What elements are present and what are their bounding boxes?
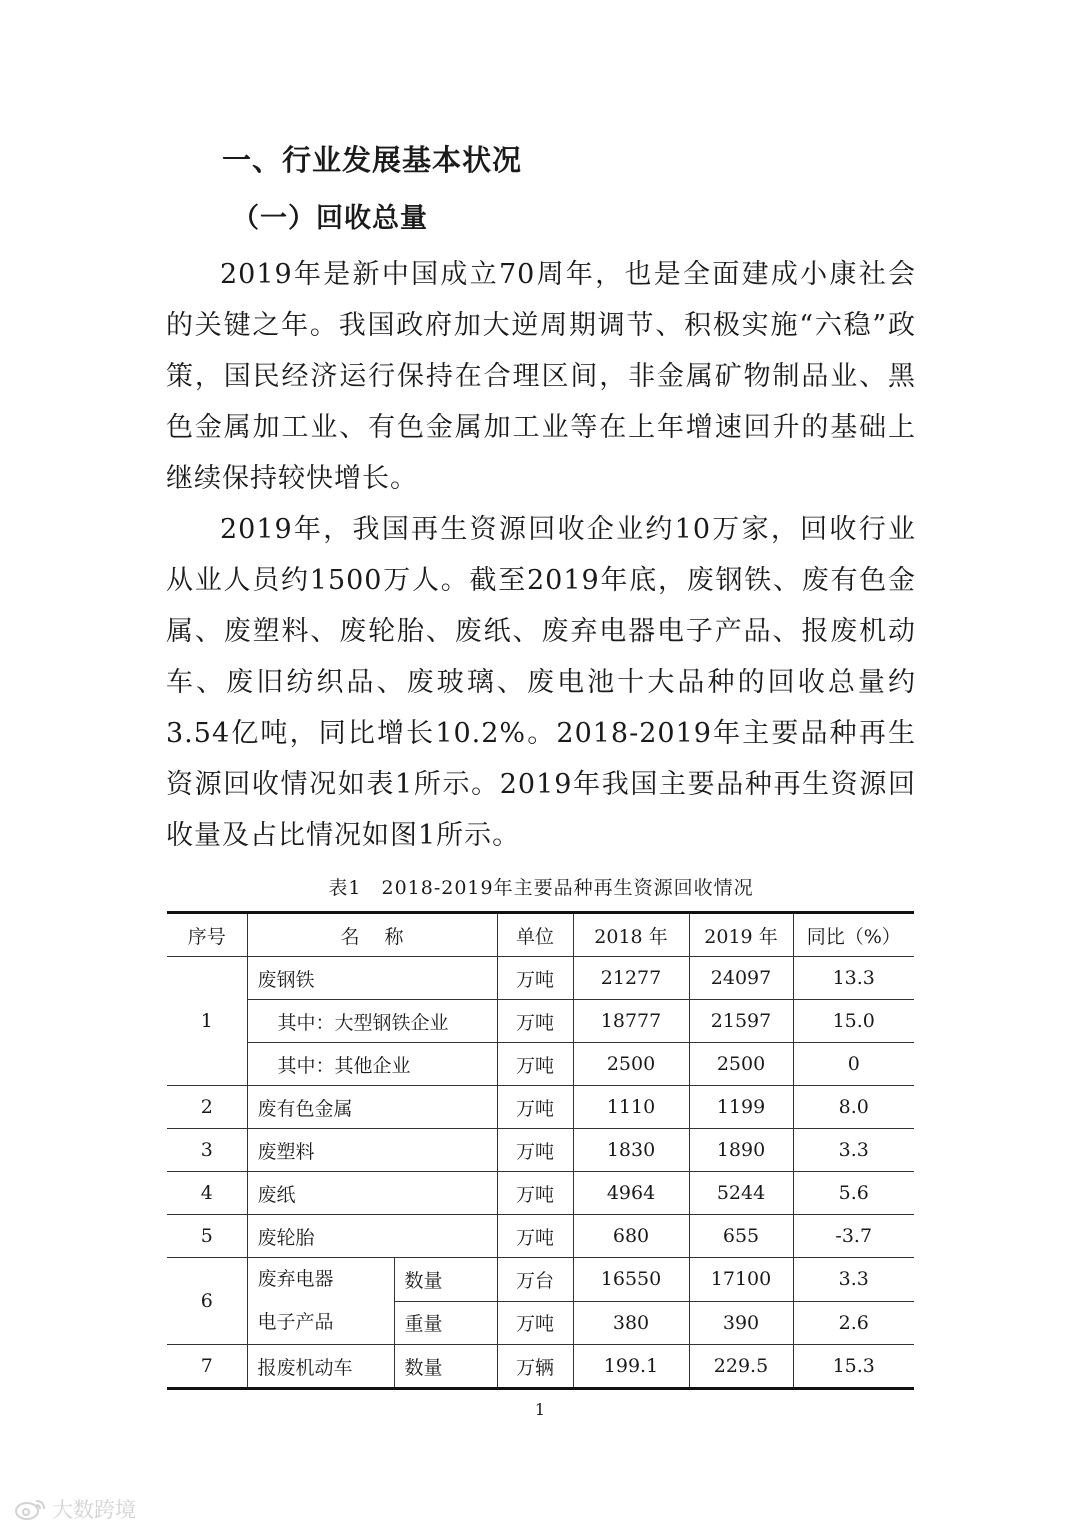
cell-2018: 18777 [573, 1000, 689, 1043]
cell-name: 废有色金属 [247, 1086, 497, 1129]
recycling-table [167, 911, 914, 1390]
cell-unit: 万台 [497, 1258, 573, 1302]
cell-2019: 229.5 [689, 1345, 793, 1389]
cell-unit: 万吨 [497, 1000, 573, 1043]
cell-2019: 21597 [689, 1000, 793, 1043]
table-row [167, 957, 914, 1000]
cell-2019: 1890 [689, 1129, 793, 1172]
cell-seq: 6 [167, 1258, 247, 1345]
section-heading: 一、行业发展基本状况 [222, 143, 523, 177]
cell-measure: 数量 [394, 1258, 497, 1302]
cell-yoy: -3.7 [793, 1215, 914, 1258]
cell-yoy: 8.0 [793, 1086, 914, 1129]
cell-name: 废纸 [247, 1172, 497, 1215]
cell-unit: 万吨 [497, 1086, 573, 1129]
cell-2018: 21277 [573, 957, 689, 1000]
weibo-logo-icon [14, 1497, 48, 1521]
cell-unit: 万辆 [497, 1345, 573, 1389]
cell-2019: 17100 [689, 1258, 793, 1302]
paragraph-1: 2019年是新中国成立70周年，也是全面建成小康社会的关键之年。我国政府加大逆周期调节、积极实施“六稳”政策，国民经济运行保持在合理区间，非金属矿物制品业、黑色金属加工业、有色金属加工业等在上年增速回升的基础上继续保持较快增长。 [166, 259, 916, 494]
cell-yoy: 3.3 [793, 1129, 914, 1172]
cell-2019: 1199 [689, 1086, 793, 1129]
header-yoy: 同比（%） [793, 913, 914, 957]
cell-name: 其中：大型钢铁企业 [247, 1000, 497, 1043]
cell-yoy: 5.6 [793, 1172, 914, 1215]
cell-yoy: 3.3 [793, 1258, 914, 1302]
cell-2018: 199.1 [573, 1345, 689, 1389]
page-number: 1 [534, 1400, 546, 1419]
paragraph-2: 2019年，我国再生资源回收企业约10万家，回收行业从业人员约1500万人。截至2019年底，废钢铁、废有色金属、废塑料、废轮胎、废纸、废弃电器电子产品、报废机动车、废旧纺织品、废玻璃、废电池十大品种的回收总量约3.54亿吨，同比增长10.2%。2018-2019年主要品种再生资源回收情况如表1所示。2019年我国主要品种再生资源回收量及占比情况如图1所示。 [166, 514, 916, 851]
table-caption: 表1 2018-2019年主要品种再生资源回收情况 [328, 877, 754, 899]
cell-yoy: 2.6 [793, 1301, 914, 1345]
cell-2018: 1110 [573, 1086, 689, 1129]
cell-yoy: 0 [793, 1043, 914, 1086]
cell-name: 报废机动车 [247, 1345, 394, 1389]
cell-2018: 16550 [573, 1258, 689, 1302]
table-row [167, 1258, 914, 1302]
watermark [14, 1494, 136, 1524]
cell-measure: 数量 [394, 1345, 497, 1389]
table-row [167, 1172, 914, 1215]
cell-unit: 万吨 [497, 1172, 573, 1215]
cell-2019: 24097 [689, 957, 793, 1000]
table-row [167, 1086, 914, 1129]
cell-name-line2: 电子产品 [257, 1311, 334, 1333]
cell-seq: 1 [167, 957, 247, 1086]
table-row [167, 1345, 914, 1389]
cell-unit: 万吨 [497, 957, 573, 1000]
cell-unit: 万吨 [497, 1301, 573, 1345]
cell-2019: 5244 [689, 1172, 793, 1215]
header-seq: 序号 [167, 913, 247, 957]
cell-2018: 4964 [573, 1172, 689, 1215]
cell-2019: 2500 [689, 1043, 793, 1086]
cell-name [247, 1258, 394, 1345]
table-row [167, 1215, 914, 1258]
cell-unit: 万吨 [497, 1043, 573, 1086]
header-2019: 2019 年 [689, 913, 793, 957]
cell-2018: 1830 [573, 1129, 689, 1172]
cell-yoy: 15.0 [793, 1000, 914, 1043]
table-header-row [167, 913, 914, 957]
cell-2018: 680 [573, 1215, 689, 1258]
cell-2018: 380 [573, 1301, 689, 1345]
cell-seq: 2 [167, 1086, 247, 1129]
cell-seq: 5 [167, 1215, 247, 1258]
header-2018: 2018 年 [573, 913, 689, 957]
table-row [167, 1043, 914, 1086]
cell-measure: 重量 [394, 1301, 497, 1345]
cell-name: 废塑料 [247, 1129, 497, 1172]
cell-2019: 655 [689, 1215, 793, 1258]
cell-name-line1: 废弃电器 [257, 1268, 334, 1290]
cell-seq: 3 [167, 1129, 247, 1172]
cell-2018: 2500 [573, 1043, 689, 1086]
cell-name: 废钢铁 [247, 957, 497, 1000]
header-name: 名 称 [247, 913, 497, 957]
cell-seq: 4 [167, 1172, 247, 1215]
cell-yoy: 13.3 [793, 957, 914, 1000]
cell-unit: 万吨 [497, 1129, 573, 1172]
cell-unit: 万吨 [497, 1215, 573, 1258]
table-row [167, 1000, 914, 1043]
table-row [167, 1129, 914, 1172]
cell-name: 其中：其他企业 [247, 1043, 497, 1086]
cell-2019: 390 [689, 1301, 793, 1345]
cell-yoy: 15.3 [793, 1345, 914, 1389]
cell-name: 废轮胎 [247, 1215, 497, 1258]
subsection-heading: （一）回收总量 [232, 203, 428, 234]
cell-seq: 7 [167, 1345, 247, 1389]
watermark-text: 大数跨境 [52, 1498, 136, 1522]
header-unit: 单位 [497, 913, 573, 957]
